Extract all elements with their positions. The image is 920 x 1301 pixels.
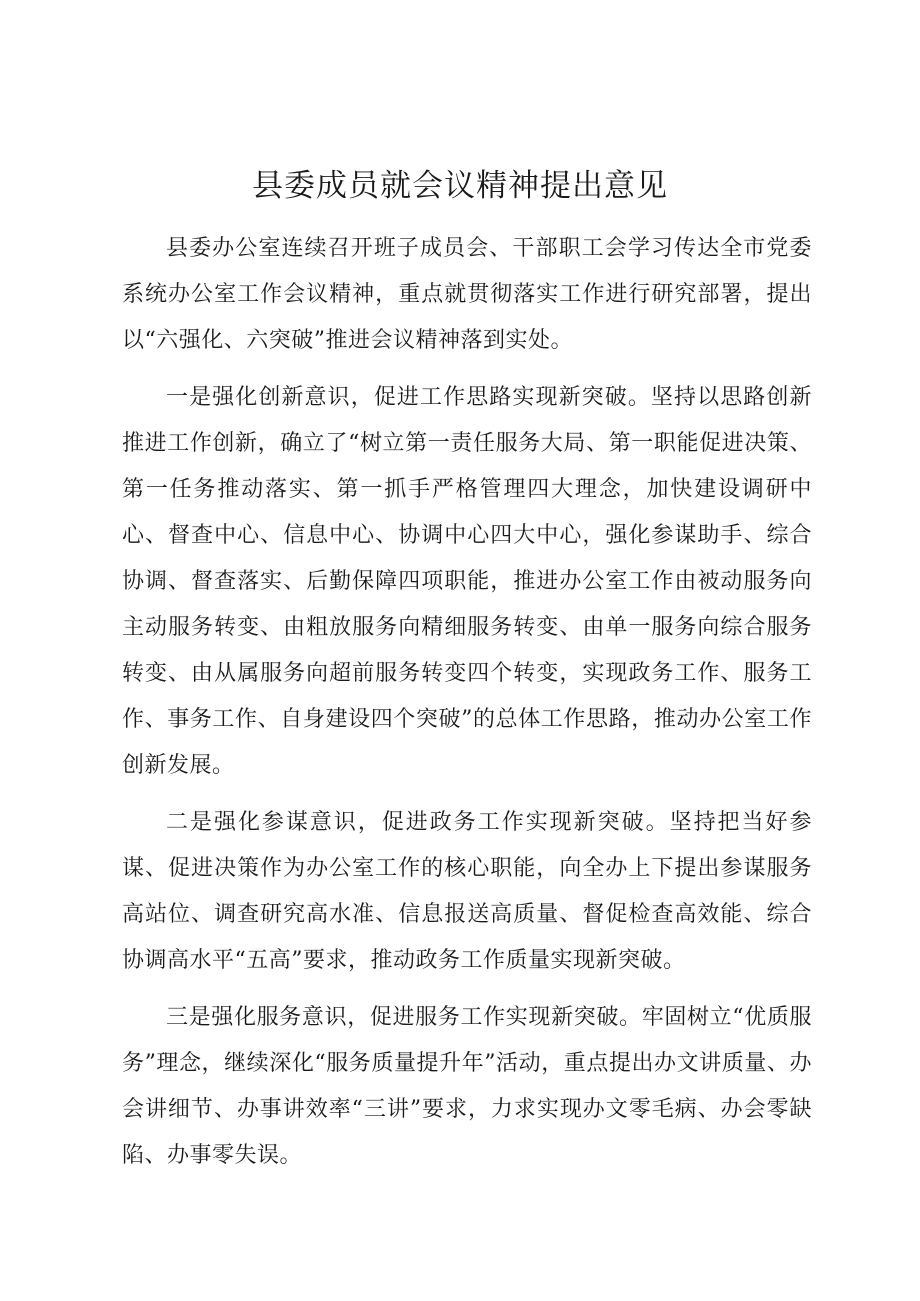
paragraph-innovation: 一是强化创新意识，促进工作思路实现新突破。坚持以思路创新推进工作创新，确立了“树立第一责任服务大局、第一职能促进决策、第一任务推动落实、第一抓手严格管理四大理念，加快建设调研中心、督查中心、信息中心、协调中心四大中心，强化参谋助手、综合协调、督查落实、后勤保障四项职能，推进办公室工作由被动服务向主动服务转变、由粗放服务向精细服务转变、由单一服务向综合服务转变、由从属服务向超前服务转变四个转变，实现政务工作、服务工作、事务工作、自身建设四个突破”的总体工作思路，推动办公室工作创新发展。 <box>122 385 812 778</box>
paragraph-service: 三是强化服务意识，促进服务工作实现新突破。牢固树立“优质服务”理念，继续深化“服务质量提升年”活动，重点提出办文讲质量、办会讲细节、办事讲效率“三讲”要求，力求实现办文零毛病、办会零缺陷、办事零失误。 <box>122 1005 812 1168</box>
document-title: 县委成员就会议精神提出意见 <box>252 168 668 204</box>
paragraph-intro: 县委办公室连续召开班子成员会、干部职工会学习传达全市党委系统办公室工作会议精神，重点就贯彻落实工作进行研究部署，提出以“六强化、六突破”推进会议精神落到实处。 <box>122 236 812 353</box>
document-body <box>122 226 812 1190</box>
paragraph-advisory: 二是强化参谋意识，促进政务工作实现新突破。坚持把当好参谋、促进决策作为办公室工作的核心职能，向全办上下提出参谋服务高站位、调查研究高水准、信息报送高质量、督促检查高效能、综合协调高水平“五高”要求，推动政务工作质量实现新突破。 <box>122 810 812 973</box>
